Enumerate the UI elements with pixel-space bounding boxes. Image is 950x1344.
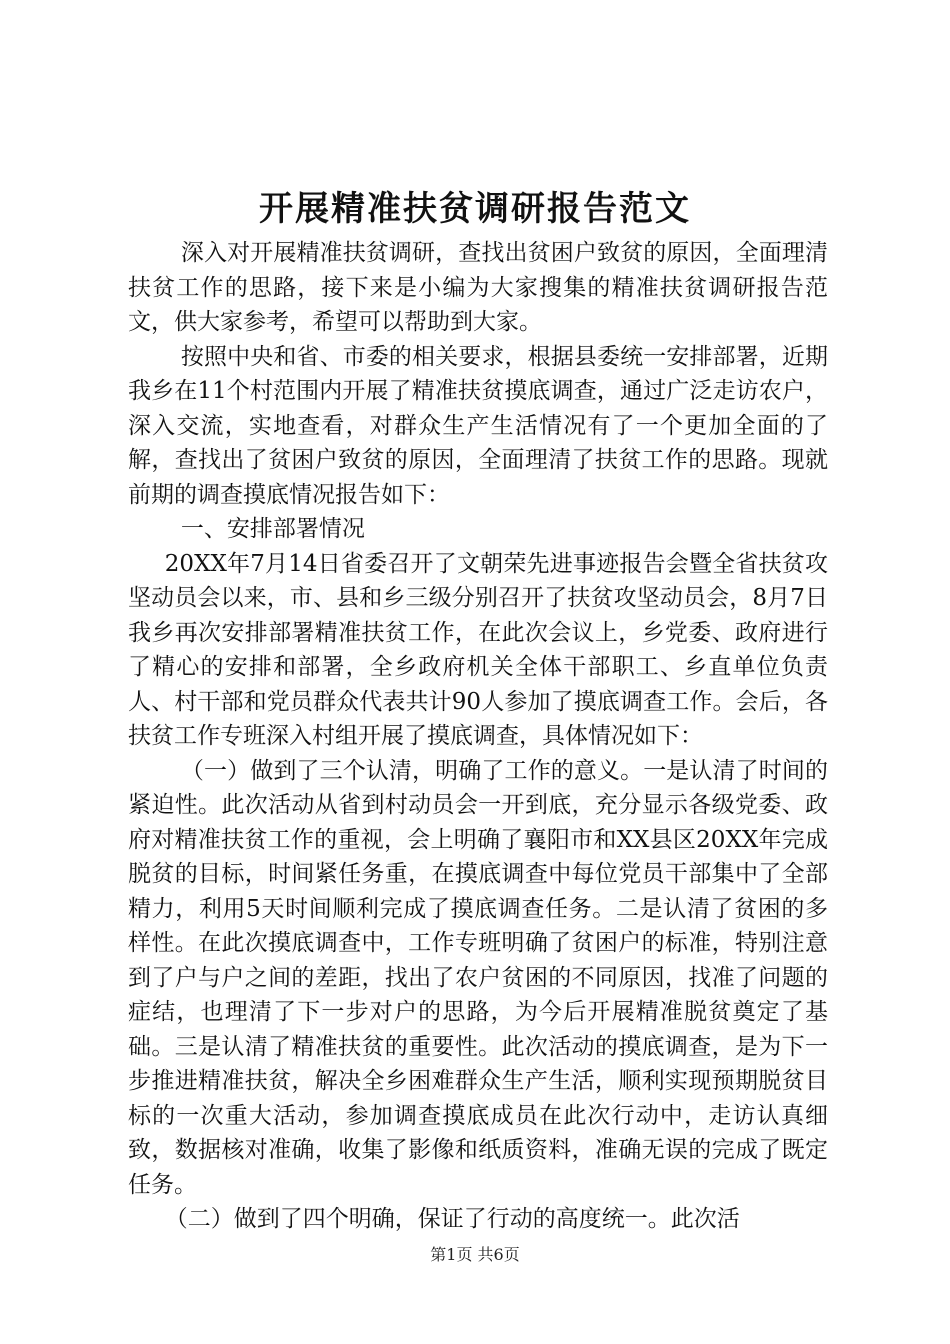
document-title: 开展精准扶贫调研报告范文: [259, 189, 691, 229]
page-number-footer: 第1页 共6页: [430, 1245, 520, 1264]
document-body: [128, 236, 828, 1237]
intro-paragraph: 深入对开展精准扶贫调研，查找出贫困户致贫的原因，全面理清扶贫工作的思路，接下来是小编为大家搜集的精准扶贫调研报告范文，供大家参考，希望可以帮助到大家。: [128, 240, 828, 335]
section-heading: 一、安排部署情况: [180, 516, 365, 542]
deployment-paragraph: 20XX年7月14日省委召开了文朝荣先进事迹报告会暨全省扶贫攻坚动员会以来，市、县和乡三级分别召开了扶贫攻坚动员会，8月7日我乡再次安排部署精准扶贫工作，在此次会议上，乡党委、政府进行了精心的安排和部署，全乡政府机关全体干部职工、乡直单位负责人、村干部和党员群众代表共计90人参加了摸底调查工作。会后，各扶贫工作专班深入村组开展了摸底调查，具体情况如下：: [128, 550, 828, 749]
background-paragraph: 按照中央和省、市委的相关要求，根据县委统一安排部署，近期我乡在11个村范围内开展了精准扶贫摸底调查，通过广泛走访农户，深入交流，实地查看，对群众生产生活情况有了一个更加全面的了解，查找出了贫困户致贫的原因，全面理清了扶贫工作的思路。现就前期的调查摸底情况报告如下：: [128, 343, 828, 508]
subsection-two-paragraph: （二）做到了四个明确，保证了行动的高度统一。此次活: [164, 1206, 740, 1232]
subsection-one-paragraph: （一）做到了三个认清，明确了工作的意义。一是认清了时间的紧迫性。此次活动从省到村动员会一开到底，充分显示各级党委、政府对精准扶贫工作的重视，会上明确了襄阳市和XX县区20XX年完成脱贫的目标，时间紧任务重，在摸底调查中每位党员干部集中了全部精力，利用5天时间顺利完成了摸底调查任务。二是认清了贫困的多样性。在此次摸底调查中，工作专班明确了贫困户的标准，特别注意到了户与户之间的差距，找出了农户贫困的不同原因，找准了问题的症结，也理清了下一步对户的思路，为今后开展精准脱贫奠定了基础。三是认清了精准扶贫的重要性。此次活动的摸底调查，是为下一步推进精准扶贫，解决全乡困难群众生产生活，顺利实现预期脱贫目标的一次重大活动，参加调查摸底成员在此次行动中，走访认真细致，数据核对准确，收集了影像和纸质资料，准确无误的完成了既定任务。: [128, 757, 828, 1198]
